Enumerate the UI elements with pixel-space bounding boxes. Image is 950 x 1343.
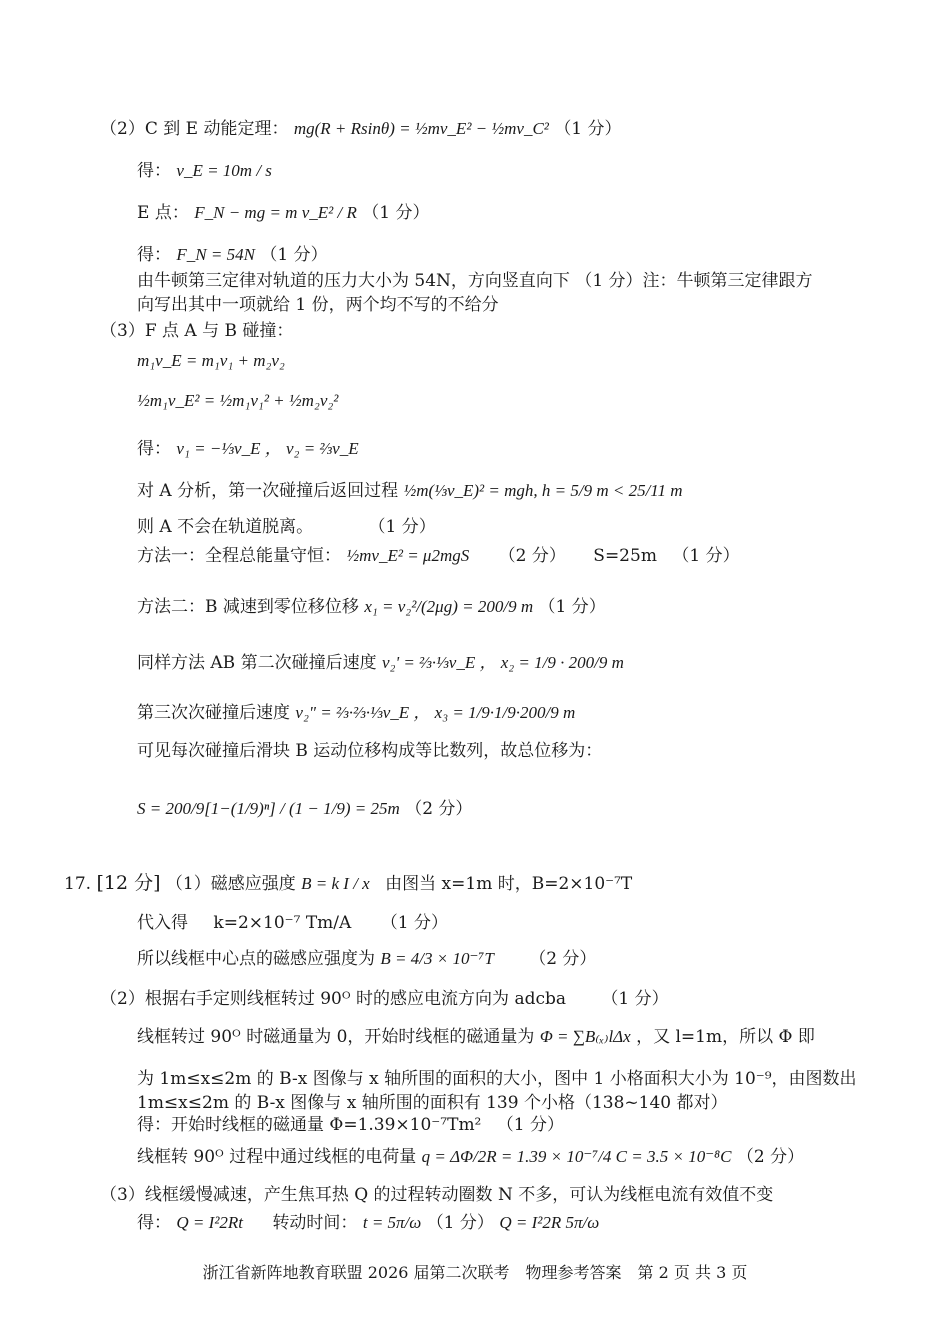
q17-p2-line1: （2）根据右手定则线框转过 90ᴼ 时的感应电流方向为 adcba （1 分） xyxy=(100,989,669,1009)
s2-newton-line2: 向写出其中一项就给 1 份，两个均不写的不给分 xyxy=(137,295,499,315)
q17-p3-line1: （3）线框缓慢减速，产生焦耳热 Q 的过程转动圈数 N 不多，可认为线框电流有效值不变 xyxy=(100,1185,774,1205)
s2-newton-line1: 由牛顿第三定律对轨道的压力大小为 54N，方向竖直向下 （1 分）注：牛顿第三定律跟方 xyxy=(137,271,813,291)
s3-geometric: 可见每次碰撞后滑块 B 运动位移构成等比数列，故总位移为： xyxy=(137,741,603,761)
s2-eq1: mg(R + Rsinθ) = ½mv_E² − ½mv_C² xyxy=(293,119,549,138)
s3-eq-energy: ½m₁v_E² = ½m₁v₁² + ½m₂v₂² xyxy=(137,391,339,410)
q17-number: 17. xyxy=(64,874,92,894)
s3-second: 同样方法 AB 第二次碰撞后速度 v₂' = ⅔·⅓v_E ， x₂ = 1/9 · 200/9 m xyxy=(137,653,624,673)
s3-a-analysis: 对 A 分析，第一次碰撞后返回过程 ½m(⅓v_E)² = mgh, h = 5/9 m < 25/11 m xyxy=(137,481,683,501)
q17-p2-line3: 为 1m≤x≤2m 的 B-x 图像与 x 轴所围的面积的大小，图中 1 小格面积大小为 10⁻⁹，由图数出 xyxy=(137,1069,857,1089)
page-footer: 浙江省新阵地教育联盟 2026 届第二次联考 物理参考答案 第 2 页 共 3 页 xyxy=(202,1263,748,1282)
s3-result: 得： v₁ = −⅓v_E ， v₂ = ⅔v_E xyxy=(137,439,359,459)
q17-p2-line5: 得：开始时线框的磁通量 Φ=1.39×10⁻⁷Tm² （1 分） xyxy=(137,1115,565,1135)
s2-e-point: E 点： F_N − mg = m v_E² / R （1 分） xyxy=(137,203,430,223)
s3-label: （3）F 点 A 与 B 碰撞： xyxy=(100,321,294,341)
q17-heading: 17. [12 分] （1）磁感应强度 B = k I / x 由图当 x=1m 时，B=2×10⁻⁷T xyxy=(64,872,633,894)
s2-pts1: （1 分） xyxy=(554,119,622,139)
s3-sum: S = 200/9[1−(1/9)ⁿ] / (1 − 1/9) = 25m （2 分） xyxy=(137,799,473,819)
q17-p2-line6: 线框转 90ᴼ 过程中通过线框的电荷量 q = ΔΦ/2R = 1.39 × 10⁻⁷/4 C = 3.5 × 10⁻⁸C （2 分） xyxy=(137,1147,805,1167)
s2-result2: 得： F_N = 54N （1 分） xyxy=(137,245,328,265)
s3-method1: 方法一：全程总能量守恒： ½mv_E² = μ2mgS （2 分） S=25m （1 分） xyxy=(137,546,740,566)
q17-p3-line2: 得： Q = I²2Rt 转动时间： t = 5π/ω （1 分） Q = I²2R 5π/ω xyxy=(137,1213,600,1233)
s2-result1: 得： v_E = 10m / s xyxy=(137,161,272,181)
q17-p2-line2: 线框转过 90ᴼ 时磁通量为 0，开始时线框的磁通量为 Φ = ∑B₍ₓ₎lΔx ，又 l=1m，所以 Φ 即 xyxy=(137,1027,815,1047)
s2-label: （2）C 到 E 动能定理： xyxy=(100,119,289,139)
s2-heading-line xyxy=(100,118,622,140)
q17-score: [12 分] xyxy=(96,872,161,894)
q17-sub: 代入得 k=2×10⁻⁷ Tm/A （1 分） xyxy=(137,913,448,933)
s3-no-derail: 则 A 不会在轨道脱离。 （1 分） xyxy=(137,517,436,537)
s3-method2: 方法二：B 减速到零位移位移 x₁ = v₂²/(2μg) = 200/9 m （1 分） xyxy=(137,597,606,617)
q17-center: 所以线框中心点的磁感应强度为 B = 4/3 × 10⁻⁷T （2 分） xyxy=(137,949,597,969)
s3-eq-momentum: m₁v_E = m₁v₁ + m₂v₂ xyxy=(137,351,285,370)
q17-p2-line4: 1m≤x≤2m 的 B-x 图像与 x 轴所围的面积有 139 个小格（138~140 都对） xyxy=(137,1093,728,1113)
s3-third: 第三次次碰撞后速度 v₂" = ⅔·⅔·⅓v_E ， x₃ = 1/9·1/9·200/9 m xyxy=(137,703,576,723)
